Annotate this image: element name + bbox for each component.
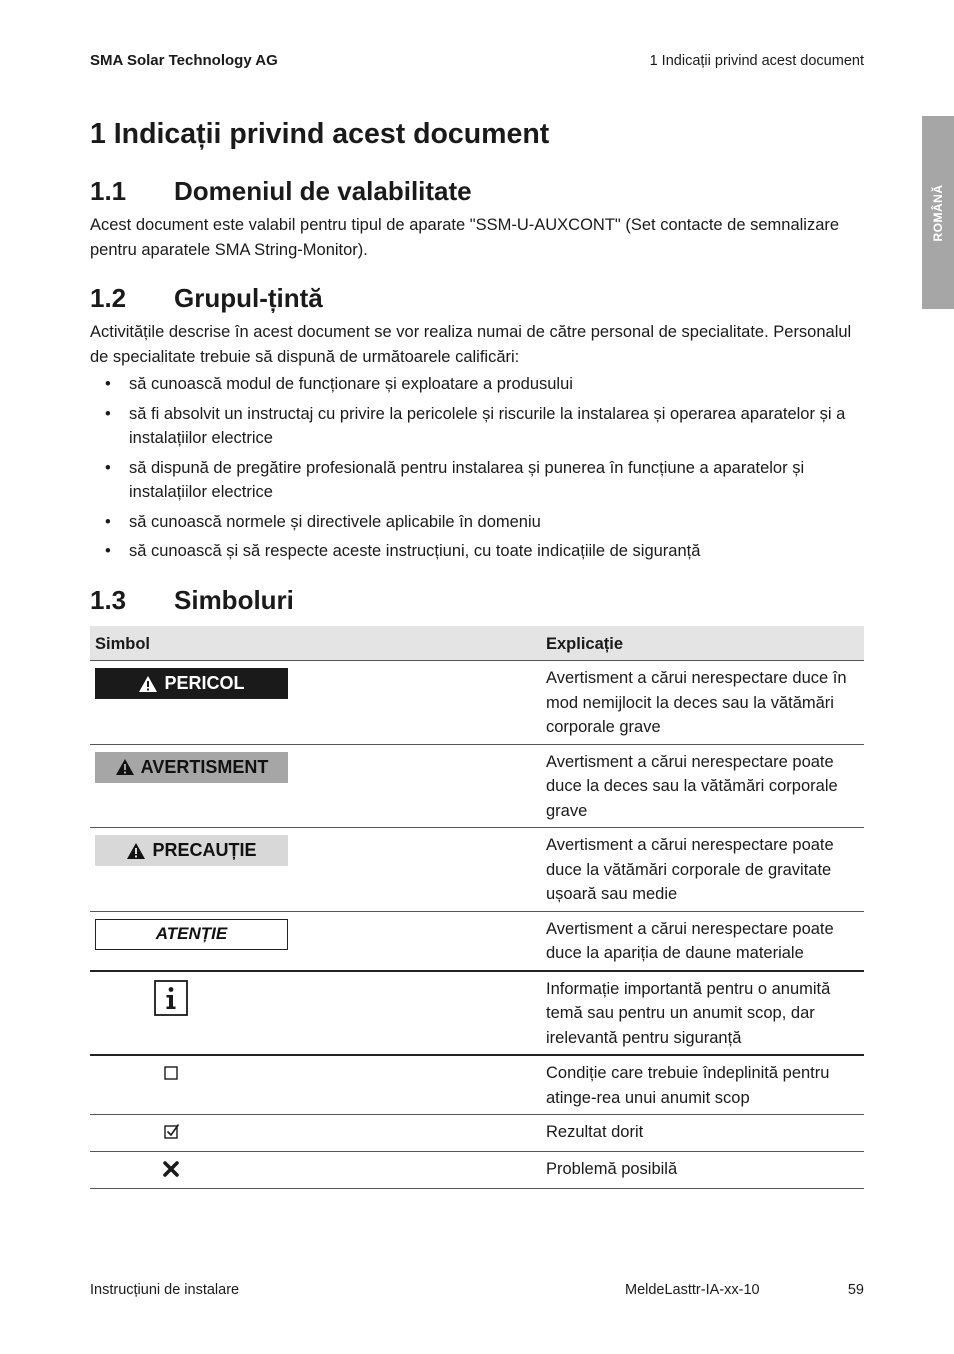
table-row	[90, 1151, 864, 1189]
symbol-cell	[90, 1055, 541, 1115]
explanation-cell: Informație importantă pentru o anumită temă sau pentru un anumit scop, dar irelevantă pentru siguranță	[541, 971, 864, 1056]
danger-label	[95, 668, 288, 699]
table-row	[90, 1055, 864, 1115]
section-1-2-text: Activitățile descrise în acest document se vor realiza numai de către personal de specialitate. Personalul de specialitate trebuie să dispună de următoarele calificări:	[90, 323, 852, 366]
section-number: 1.1	[90, 176, 127, 206]
caution-label	[95, 835, 288, 866]
warning-label-text: AVERTISMENT	[140, 756, 269, 777]
language-side-tab-label: ROMÂNĂ	[931, 184, 945, 241]
table-row	[90, 911, 864, 971]
section-1-1-heading	[90, 176, 472, 207]
language-side-tab	[922, 116, 954, 309]
notice-label-text: ATENȚIE	[155, 923, 228, 943]
symbol-cell	[90, 911, 541, 971]
qualification-list	[90, 372, 864, 569]
symbol-cell	[90, 1115, 541, 1152]
table-row	[90, 1115, 864, 1152]
cross-icon	[163, 1161, 179, 1177]
symbols-table	[90, 626, 864, 1189]
section-title: Domeniul de valabilitate	[174, 176, 472, 206]
page-number: 59	[847, 1282, 864, 1298]
danger-label-text: PERICOL	[164, 673, 245, 694]
explanation-cell: Avertisment a cărui nerespectare poate duce la apariția de daune materiale	[541, 911, 864, 971]
table-row	[90, 661, 864, 745]
footer-doc-type: Instrucțiuni de instalare	[90, 1282, 240, 1298]
checkbox-checked-icon	[164, 1123, 180, 1139]
header-chapter-ref: 1 Indicații privind acest document	[649, 53, 864, 69]
explanation-cell: Condiție care trebuie îndeplinită pentru atinge-rea unui anumit scop	[541, 1055, 864, 1115]
column-header-symbol: Simbol	[90, 626, 541, 661]
section-title: Grupul-țintă	[174, 283, 323, 313]
symbol-cell	[90, 971, 541, 1056]
symbol-cell	[90, 828, 541, 912]
symbol-cell	[90, 744, 541, 828]
header-company: SMA Solar Technology AG	[90, 52, 278, 69]
warning-label	[95, 752, 288, 783]
section-1-2-heading	[90, 283, 323, 314]
column-header-explanation: Explicație	[541, 626, 864, 661]
table-row	[90, 744, 864, 828]
warning-triangle-icon	[126, 842, 146, 860]
warning-triangle-icon	[115, 758, 135, 776]
explanation-cell: Problemă posibilă	[541, 1151, 864, 1189]
section-number: 1.3	[90, 585, 127, 615]
explanation-cell: Avertisment a cărui nerespectare poate duce la deces sau la vătămări corporale grave	[541, 744, 864, 828]
symbol-cell	[90, 661, 541, 745]
info-icon	[154, 980, 188, 1016]
section-number: 1.2	[90, 283, 127, 313]
list-item: • să fi absolvit un instructaj cu privire la pericolele și riscurile la instalarea și operarea aparatelor și a instalațiilor electrice	[90, 402, 864, 451]
table-row	[90, 828, 864, 912]
footer-doc-code: MeldeLasttr-IA-xx-10	[625, 1282, 760, 1298]
list-item: • să cunoască și să respecte aceste instrucțiuni, cu toate indicațiile de siguranță	[90, 539, 864, 564]
table-header-row	[90, 626, 864, 661]
warning-triangle-icon	[138, 675, 158, 693]
explanation-cell: Avertisment a cărui nerespectare poate duce la vătămări corporale de gravitate ușoară sau medie	[541, 828, 864, 912]
chapter-title: 1 Indicații privind acest document	[90, 118, 550, 150]
symbol-cell	[90, 1151, 541, 1189]
section-title: Simboluri	[174, 585, 294, 615]
section-1-3-heading	[90, 585, 294, 616]
table-row	[90, 971, 864, 1056]
list-item: • să dispună de pregătire profesională pentru instalarea și punerea în funcțiune a aparatelor și instalațiilor electrice	[90, 456, 864, 505]
list-item: • să cunoască modul de funcționare și exploatare a produsului	[90, 372, 864, 397]
explanation-cell: Rezultat dorit	[541, 1115, 864, 1152]
section-1-1-text: Acest document este valabil pentru tipul de aparate "SSM-U-AUXCONT" (Set contacte de semnalizare pentru aparatele SMA String-Monitor).	[90, 216, 840, 259]
caution-label-text: PRECAUȚIE	[152, 840, 257, 861]
list-item: • să cunoască normele și directivele aplicabile în domeniu	[90, 510, 864, 535]
checkbox-empty-icon	[164, 1066, 178, 1080]
explanation-cell: Avertisment a cărui nerespectare duce în mod nemijlocit la deces sau la vătămări corporale grave	[541, 661, 864, 745]
notice-label	[95, 919, 288, 950]
